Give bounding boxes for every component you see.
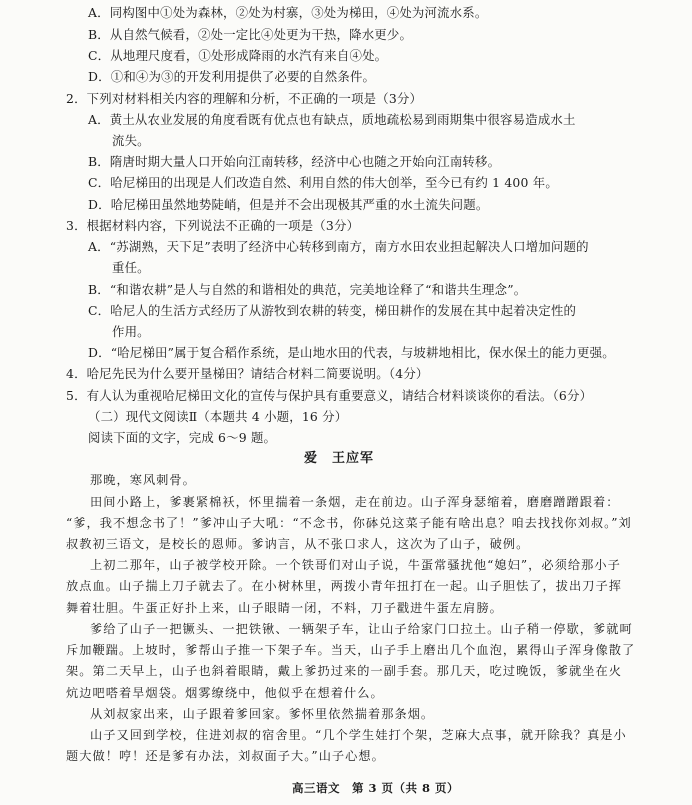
q1-option-c: C．从地理尺度看，①处形成降雨的水汽有来自④处。 bbox=[88, 48, 388, 63]
q5: 5．有人认为重视哈尼梯田文化的宣传与保护具有重要意义，请结合材料谈谈你的看法。（6分） bbox=[66, 388, 593, 403]
reading-instruction: 阅读下面的文字，完成 6～9 题。 bbox=[88, 430, 277, 445]
q2-option-b: B．隋唐时期大量人口开始向江南转移，经济中心也随之开始向江南转移。 bbox=[88, 154, 501, 169]
story-line: 炕边吧嗒着旱烟袋。烟雾缭绕中，他似乎在想着什么。 bbox=[66, 686, 384, 700]
page-footer: 高三语文 第 3 页（共 8 页） bbox=[292, 781, 460, 795]
q3-option-d: D．“哈尼梯田”属于复合稻作系统，是山地水田的代表，与坡耕地相比，保水保土的能力更强。 bbox=[88, 345, 615, 360]
story-line: 斥加鞭踹。上坡时，爹帮山子推一下架子车。当天，山子手上磨出几个血泡，累得山子浑身像散了 bbox=[66, 643, 636, 657]
q3-option-c: C．哈尼人的生活方式经历了从游牧到农耕的转变，梯田耕作的发展在其中起着决定性的 bbox=[88, 303, 577, 318]
q2-stem: 2．下列对材料相关内容的理解和分析，不正确的一项是（3分） bbox=[66, 91, 423, 106]
story-line: 山子又回到学校，住进刘叔的宿舍里。“几个学生娃打个架，芝麻大点事，就开除我？真是小 bbox=[90, 728, 627, 742]
q1-option-d: D．①和④为③的开发利用提供了必要的自然条件。 bbox=[88, 69, 376, 84]
story-line: 从刘叔家出来，山子跟着爹回家。爹怀里依然揣着那条烟。 bbox=[90, 707, 435, 721]
story-line: 田间小路上，爹裹紧棉袄，怀里揣着一条烟，走在前边。山子浑身瑟缩着，磨磨蹭蹭跟着： bbox=[90, 495, 620, 509]
q1-option-a: A．同构图中①处为森林，②处为村寨，③处为梯田，④处为河流水系。 bbox=[88, 5, 488, 20]
story-line: 爹给了山子一把镢头、一把铁锹、一辆架子车，让山子给家门口拉土。山子稍一停歇，爹就呵 bbox=[90, 622, 633, 636]
q3-option-b: B．“和谐农耕”是人与自然的和谐相处的典范，完美地诠释了“和谐共生理念”。 bbox=[88, 282, 527, 297]
story-line: 那晚，寒风刺骨。 bbox=[90, 473, 196, 487]
q2-option-d: D．哈尼梯田虽然地势陡峭，但是并不会出现极其严重的水土流失问题。 bbox=[88, 197, 489, 212]
story-line: 叔教初三语文，是校长的恩师。爹讷言，从不张口求人，这次为了山子，破例。 bbox=[66, 537, 530, 551]
q2-option-c: C．哈尼梯田的出现是人们改造自然、利用自然的伟大创举，至今已有约 1 400 年。 bbox=[88, 175, 558, 190]
story-title: 爱 王应军 bbox=[304, 451, 375, 466]
story-line: 题大做！哼！还是爹有办法，刘叔面子大。”山子心想。 bbox=[66, 749, 385, 763]
q1-option-b: B．从自然气候看，②处一定比④处更为干热，降水更少。 bbox=[88, 27, 413, 42]
story-line: 放点血。山子揣上刀子就去了。在小树林里，两拨小青年扭打在一起。山子胆怯了，拔出刀子挥 bbox=[66, 579, 622, 593]
q3-option-c-cont: 作用。 bbox=[112, 324, 150, 339]
q2-option-a-cont: 流失。 bbox=[112, 133, 150, 148]
q2-option-a: A．黄土从农业发展的角度看既有优点也有缺点，质地疏松易到雨期集中很容易造成水土 bbox=[88, 112, 576, 127]
q3-option-a-cont: 重任。 bbox=[112, 260, 150, 275]
section-heading: （二）现代文阅读Ⅱ（本题共 4 小题，16 分） bbox=[88, 409, 348, 424]
q3-stem: 3．根据材料内容，下列说法不正确的一项是（3分） bbox=[66, 218, 360, 233]
story-line: 架。第二天早上，山子也斜着眼睛，戴上爹扔过来的一副手套。那几天，吃过晚饭，爹就坐在火 bbox=[66, 664, 622, 678]
story-line: 上初二那年，山子被学校开除。一个铁哥们对山子说，牛蛋常骚扰他“媳妇”，必须给那小子 bbox=[90, 558, 621, 572]
story-line: 舞着壮胆。牛蛋正好扑上来，山子眼睛一闭，不料，刀子戳进牛蛋左肩膀。 bbox=[66, 601, 503, 615]
q4: 4．哈尼先民为什么要开垦梯田？请结合材料二简要说明。（4分） bbox=[66, 366, 429, 381]
q3-option-a: A．“苏湖熟，天下足”表明了经济中心转移到南方，南方水田农业担起解决人口增加问题的 bbox=[88, 239, 589, 254]
story-line: “爹，我不想念书了！”爹冲山子大吼：“不念书，你砵兑这菜子能有啥出息？咱去找找你刘叔。”刘 bbox=[66, 516, 632, 530]
